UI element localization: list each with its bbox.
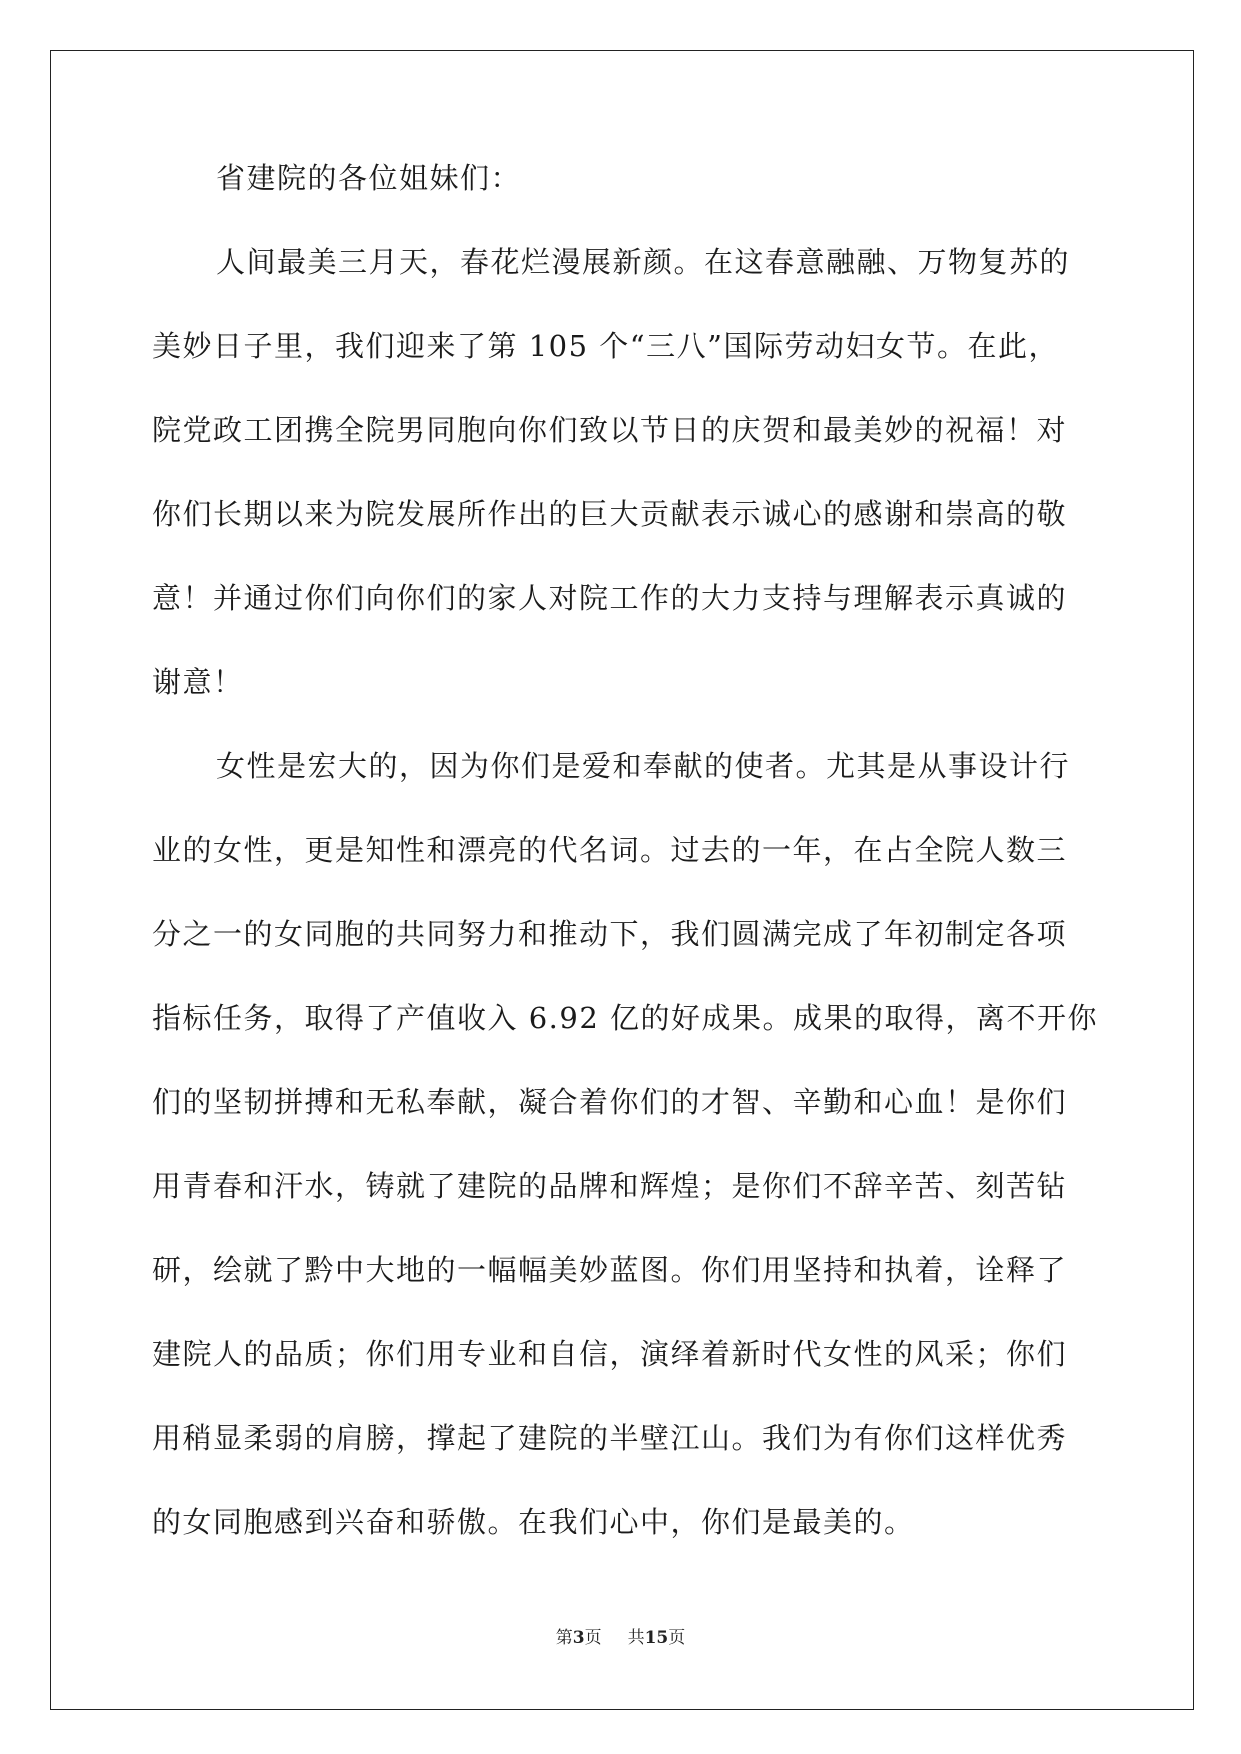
text-line: 美妙日子里，我们迎来了第 105 个“三八”国际劳动妇女节。在此，: [152, 329, 1059, 363]
total-pages: 15: [644, 1628, 669, 1648]
text-line: 你们长期以来为院发展所作出的巨大贡献表示诚心的感谢和崇高的敬: [152, 497, 1068, 531]
text-line: 女性是宏大的，因为你们是爱和奉献的使者。尤其是从事设计行: [216, 749, 1071, 783]
text-line: 省建院的各位姐妹们：: [216, 161, 522, 195]
text-line: 业的女性，更是知性和漂亮的代名词。过去的一年，在占全院人数三: [152, 833, 1068, 867]
page-label-prefix: 第: [555, 1628, 573, 1648]
page-label-suffix: 页: [584, 1628, 602, 1648]
text-line: 用稍显柔弱的肩膀，撑起了建院的半壁江山。我们为有你们这样优秀: [152, 1421, 1068, 1455]
text-line: 们的坚韧拼搏和无私奉献，凝合着你们的才智、辛勤和心血！是你们: [152, 1085, 1068, 1119]
text-line: 指标任务，取得了产值收入 6.92 亿的好成果。成果的取得，离不开你: [152, 1001, 1099, 1035]
document-body: [152, 160, 1099, 1588]
paragraph-salutation: [152, 160, 1092, 196]
text-line: 分之一的女同胞的共同努力和推动下，我们圆满完成了年初制定各项: [152, 917, 1068, 951]
text-line: 的女同胞感到兴奋和骄傲。在我们心中，你们是最美的。: [152, 1505, 915, 1539]
text-line: 意！并通过你们向你们的家人对院工作的大力支持与理解表示真诚的: [152, 581, 1068, 615]
total-label-suffix: 页: [668, 1628, 686, 1648]
paragraph-greeting: [152, 244, 1092, 700]
text-line: 用青春和汗水，铸就了建院的品牌和辉煌；是你们不辞辛苦、刻苦钻: [152, 1169, 1068, 1203]
text-line: 谢意！: [152, 665, 244, 699]
text-line: 研，绘就了黔中大地的一幅幅美妙蓝图。你们用坚持和执着，诠释了: [152, 1253, 1068, 1287]
text-line: 建院人的品质；你们用专业和自信，演绎着新时代女性的风采；你们: [152, 1337, 1068, 1371]
page-number: 3: [572, 1628, 585, 1648]
total-label-prefix: 共: [627, 1628, 645, 1648]
text-line: 人间最美三月天，春花烂漫展新颜。在这春意融融、万物复苏的: [216, 245, 1071, 279]
page-footer: [0, 1627, 1241, 1649]
text-line: 院党政工团携全院男同胞向你们致以节日的庆贺和最美妙的祝福！对: [152, 413, 1068, 447]
paragraph-tribute: [152, 748, 1099, 1540]
